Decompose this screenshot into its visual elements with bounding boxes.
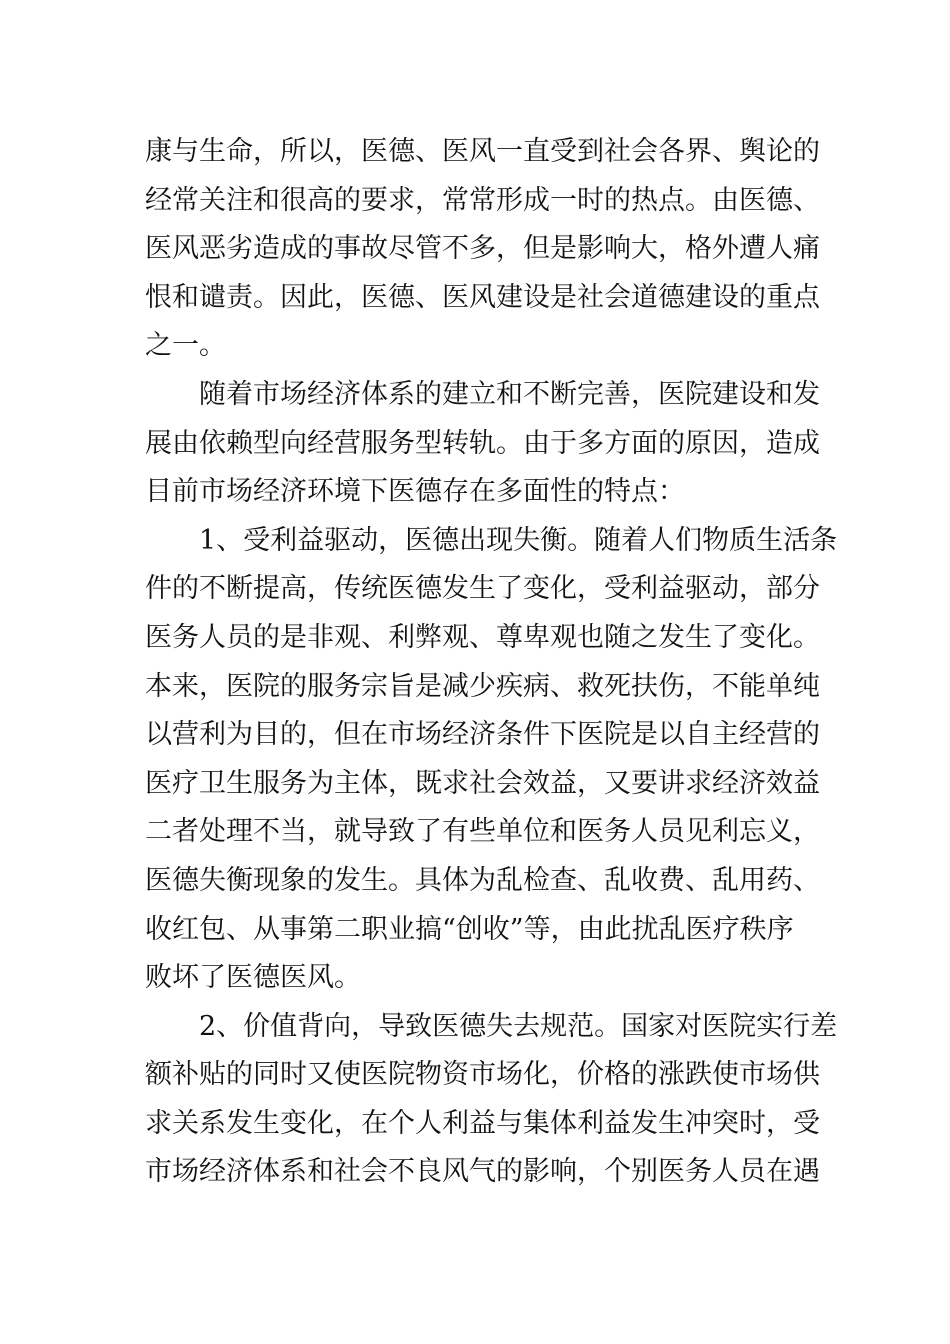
text-line: 医务人员的是非观、利弊观、尊卑观也随之发生了变化。 — [145, 621, 820, 653]
text-line: 医疗卫生服务为主体，既求社会效益，又要讲求经济效益 — [145, 767, 820, 799]
paragraph — [145, 1003, 838, 1197]
text-line: 医德失衡现象的发生。具体为乱检查、乱收费、乱用药、 — [145, 864, 820, 896]
text-line: 经常关注和很高的要求，常常形成一时的热点。由医德、 — [145, 184, 820, 216]
text-line: 二者处理不当，就导致了有些单位和医务人员见利忘义， — [145, 816, 820, 848]
text-line: 目前市场经济环境下医德存在多面性的特点： — [145, 476, 685, 508]
paragraph — [145, 517, 838, 1003]
text-line: 败坏了医德医风。 — [145, 962, 361, 994]
text-line: 随着市场经济体系的建立和不断完善，医院建设和发 — [199, 378, 820, 410]
document-body — [145, 128, 838, 1197]
text-line: 医风恶劣造成的事故尽管不多，但是影响大，格外遭人痛 — [145, 233, 820, 265]
text-line: 展由依赖型向经营服务型转轨。由于多方面的原因，造成 — [145, 427, 820, 459]
text-line: 件的不断提高，传统医德发生了变化，受利益驱动，部分 — [145, 573, 820, 605]
paragraph — [145, 128, 820, 371]
text-line: 恨和谴责。因此，医德、医风建设是社会道德建设的重点 — [145, 281, 820, 313]
text-line: 市场经济体系和社会不良风气的影响，个别医务人员在遇 — [145, 1156, 820, 1188]
paragraph — [145, 371, 820, 517]
text-line: 1、受利益驱动，医德出现失衡。随着人们物质生活条 — [199, 524, 838, 556]
text-line: 额补贴的同时又使医院物资市场化，价格的涨跌使市场供 — [145, 1059, 820, 1091]
text-line: 本来，医院的服务宗旨是减少疾病、救死扶伤，不能单纯 — [145, 670, 820, 702]
text-line: 康与生命，所以，医德、医风一直受到社会各界、舆论的 — [145, 136, 820, 167]
text-line: 收红包、从事第二职业搞“创收”等，由此扰乱医疗秩序 — [145, 913, 794, 945]
text-line: 以营利为目的，但在市场经济条件下医院是以自主经营的 — [145, 719, 820, 751]
text-line: 求关系发生变化，在个人利益与集体利益发生冲突时，受 — [145, 1107, 820, 1139]
text-line: 2、价值背向，导致医德失去规范。国家对医院实行差 — [199, 1010, 838, 1042]
text-line: 之一。 — [145, 330, 226, 362]
